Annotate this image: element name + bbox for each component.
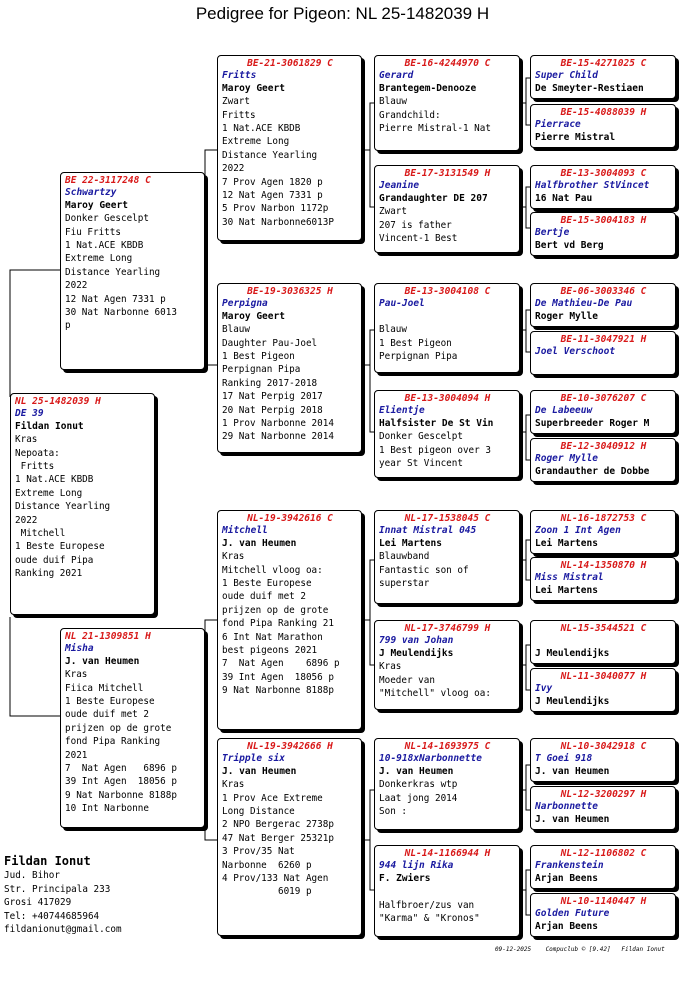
ring-number: BE-16-4244970 C — [404, 58, 491, 69]
breeder: J. van Heumen — [222, 537, 297, 549]
great-grandparent-card — [374, 55, 520, 151]
breeder: Arjan Beens — [535, 920, 598, 932]
gg-grandparent-card — [530, 668, 676, 712]
breeder: Pierre Mistral — [535, 131, 616, 143]
breeder: J Meulendijks — [535, 695, 610, 707]
pigeon-name: Halfbrother StVincet — [535, 180, 650, 191]
breeder: Maroy Geert — [222, 310, 285, 322]
pigeon-info: Zwart Fritts 1 Nat.ACE KBDB Extreme Long Distance Yearling 2022 7 Prov Agen 1820 p 12 Nat Agen 7331 p 5 Prov Narbon 1172p 30 Nat Narbonne6013P — [222, 96, 334, 228]
ring-number: BE-10-3076207 C — [560, 393, 647, 404]
pigeon-name: De Mathieu-De Pau — [535, 298, 633, 309]
great-grandparent-card — [374, 510, 520, 604]
pigeon-info: Kras Fiica Mitchell 1 Beste Europese oude duif met 2 prijzen op de grote fond Pipa Ranking 2021 7 Nat Agen 6896 p 39 Int Agen 18056 p 9 Nat Narbonne 8188p 10 Int Narbonne — [65, 669, 177, 815]
great-grandparent-card — [374, 165, 520, 253]
breeder: De Smeyter-Restiaen — [535, 82, 644, 94]
ring-number: BE-13-3004094 H — [404, 393, 491, 404]
breeder: Roger Mylle — [535, 310, 598, 322]
ring-number: BE-15-4088039 H — [560, 107, 647, 118]
ring-number: NL-17-3746799 H — [404, 623, 491, 634]
pigeon-name: Super Child — [535, 70, 598, 81]
ring-number: NL-14-1350870 H — [560, 560, 647, 571]
pigeon-info: Zwart 207 is father Vincent-1 Best — [379, 206, 458, 244]
ring-number: BE 22-3117248 C — [65, 175, 151, 186]
pigeon-info: Kras Mitchell vloog oa: 1 Beste Europese oude duif met 2 prijzen op de grote fond Pipa Ranking 21 6 Int Nat Marathon best pigeons 2021 7 Nat Agen 6896 p 39 Int Agen 18056 p 9 Nat Narbonne 8188p — [222, 551, 340, 697]
great-grandparent-card — [374, 620, 520, 710]
breeder: J. van Heumen — [65, 655, 140, 667]
pigeon-name: 944 lijn Rika — [379, 860, 454, 871]
gg-grandparent-card — [530, 786, 676, 830]
granddam-paternal-card — [217, 283, 362, 453]
pigeon-name: Joel Verschoot — [535, 346, 616, 357]
pigeon-info: Blauw 1 Best Pigeon Perpignan Pipa — [379, 324, 458, 362]
pigeon-info: Blauw Daughter Pau-Joel 1 Best Pigeon Perpignan Pipa Ranking 2017-2018 17 Nat Perpig 2017 20 Nat Perpig 2018 1 Prov Narbonne 2014 29 Nat Narbonne 2014 — [222, 324, 334, 443]
footer-credits: 09-12-2025 Compuclub © [9.42] Fildan Ionut — [495, 946, 665, 953]
gg-grandparent-card — [530, 510, 676, 554]
pigeon-name: Jeanine — [379, 180, 420, 191]
pigeon-name: Tripple six — [222, 753, 285, 764]
breeder: 16 Nat Pau — [535, 192, 593, 204]
breeder — [379, 311, 516, 324]
gg-grandparent-card — [530, 104, 676, 148]
ring-number: NL-10-1140447 H — [560, 896, 647, 907]
sire-card — [60, 172, 205, 370]
ring-number: NL-11-3040077 H — [560, 671, 647, 682]
breeder: Grandaughter DE 207 — [379, 192, 488, 204]
pigeon-name: Narbonnette — [535, 801, 598, 812]
gg-grandparent-card — [530, 283, 676, 327]
pigeon-info: Blauw Grandchild: Pierre Mistral-1 Nat — [379, 96, 491, 134]
ring-number: BE-19-3036325 H — [247, 286, 333, 297]
subject-pigeon-card — [10, 393, 155, 615]
pigeon-name: Perpigna — [222, 298, 268, 309]
pigeon-name: Schwartzy — [65, 187, 117, 198]
pigeon-name: Elientje — [379, 405, 425, 416]
breeder: J. van Heumen — [379, 765, 454, 777]
pigeon-name: 10-918xNarbonnette — [379, 753, 482, 764]
pigeon-name: Golden Future — [535, 908, 610, 919]
breeder: J. van Heumen — [535, 813, 610, 825]
gg-grandparent-card — [530, 620, 676, 664]
ring-number: BE-17-3131549 H — [404, 168, 491, 179]
owner-county: Jud. Bihor — [4, 870, 60, 881]
ring-number: NL-12-1106802 C — [560, 848, 647, 859]
owner-street: Str. Principala 233 — [4, 883, 111, 895]
ring-number: BE-15-3004183 H — [560, 215, 647, 226]
pigeon-name: Misha — [65, 643, 94, 654]
pigeon-name: Zoon 1 Int Agen — [535, 525, 621, 536]
granddam-maternal-card — [217, 738, 362, 936]
gg-grandparent-card — [530, 438, 676, 482]
breeder: Lei Martens — [535, 537, 598, 549]
ring-number: NL-15-3544521 C — [560, 623, 647, 634]
breeder: Superbreeder Roger M — [535, 417, 650, 429]
breeder: Grandauther de Dobbe — [535, 465, 650, 477]
breeder: Brantegem-Denooze — [379, 82, 477, 94]
pigeon-info: Donker Gescelpt 1 Best pigeon over 3 year St Vincent — [379, 431, 491, 469]
gg-grandparent-card — [530, 845, 676, 889]
ring-number: BE-13-3004093 C — [560, 168, 647, 179]
breeder: J. van Heumen — [222, 765, 297, 777]
ring-number: NL 25-1482039 H — [15, 396, 101, 407]
pigeon-info: Halfbroer/zus van "Karma" & "Kronos" — [379, 899, 480, 924]
owner-email: fildanionut@gmail.com — [4, 924, 122, 935]
pigeon-name: 799 van Johan — [379, 635, 454, 646]
gg-grandparent-card — [530, 55, 676, 99]
breeder: J Meulendijks — [535, 647, 610, 659]
gg-grandparent-card — [530, 738, 676, 782]
gg-grandparent-card — [530, 557, 676, 601]
great-grandparent-card — [374, 845, 520, 937]
ring-number: NL-12-3200297 H — [560, 789, 647, 800]
pigeon-name: DE 39 — [15, 408, 44, 419]
ring-number: BE-15-4271025 C — [560, 58, 647, 69]
pigeon-name: Miss Mistral — [535, 572, 604, 583]
breeder: Maroy Geert — [222, 82, 285, 94]
pigeon-name: Pau-Joel — [379, 298, 425, 309]
pigeon-name: Bertje — [535, 227, 570, 238]
pigeon-name: Gerard — [379, 70, 414, 81]
pigeon-info: Donkerkras wtp Laat jong 2014 Son : — [379, 779, 458, 817]
breeder: J. van Heumen — [535, 765, 610, 777]
breeder: Maroy Geert — [65, 199, 128, 211]
breeder: Halfsister De St Vin — [379, 417, 494, 429]
breeder: F. Zwiers — [379, 872, 431, 884]
ring-number: NL-19-3942616 C — [247, 513, 333, 524]
pigeon-info: Kras 1 Prov Ace Extreme Long Distance 2 NPO Bergerac 2738p 47 Nat Berger 25321p 3 Prov/35 Nat Narbonne 6260 p 4 Prov/133 Nat Agen 6019 p — [222, 779, 334, 898]
great-grandparent-card — [374, 283, 520, 373]
owner-city: Grosi 417029 — [4, 897, 72, 908]
ring-number: NL-17-1538045 C — [404, 513, 491, 524]
gg-grandparent-card — [530, 893, 676, 937]
ring-number: NL 21-1309851 H — [65, 631, 151, 642]
grandsire-paternal-card — [217, 55, 362, 241]
breeder: J Meulendijks — [379, 647, 454, 659]
breeder: Arjan Beens — [535, 872, 598, 884]
gg-grandparent-card — [530, 331, 676, 375]
breeder: Fildan Ionut — [15, 420, 84, 432]
ring-number: NL-10-3042918 C — [560, 741, 647, 752]
pigeon-info: Blauwband Fantastic son of superstar — [379, 551, 469, 589]
pigeon-name — [535, 635, 672, 648]
ring-number: NL-14-1166944 H — [404, 848, 491, 859]
gg-grandparent-card — [530, 165, 676, 209]
pigeon-name: De Labeeuw — [535, 405, 593, 416]
great-grandparent-card — [374, 390, 520, 478]
ring-number: NL-19-3942666 H — [247, 741, 333, 752]
gg-grandparent-card — [530, 390, 676, 434]
great-grandparent-card — [374, 738, 520, 830]
dam-card — [60, 628, 205, 828]
owner-info — [4, 853, 122, 937]
grandsire-maternal-card — [217, 510, 362, 730]
ring-number: BE-13-3004108 C — [404, 286, 491, 297]
ring-number: BE-11-3047921 H — [560, 334, 647, 345]
pigeon-info: Kras Nepoata: Fritts 1 Nat.ACE KBDB Extreme Long Distance Yearling 2022 Mitchell 1 Beste Europese oude duif Pipa Ranking 2021 — [15, 434, 111, 580]
pigeon-name: Frankenstein — [535, 860, 604, 871]
pigeon-name: Roger Mylle — [535, 453, 598, 464]
gg-grandparent-card — [530, 212, 676, 256]
pigeon-name: Innat Mistral 045 — [379, 525, 477, 536]
breeder: Lei Martens — [535, 584, 598, 596]
pigeon-name: Mitchell — [222, 525, 268, 536]
owner-phone: Tel: +40744685964 — [4, 910, 100, 922]
ring-number: BE-06-3003346 C — [560, 286, 647, 297]
owner-name: Fildan Ionut — [4, 854, 91, 868]
pigeon-name: Pierrace — [535, 119, 581, 130]
ring-number: BE-12-3040912 H — [560, 441, 647, 452]
breeder: Lei Martens — [379, 537, 442, 549]
pigeon-name: Fritts — [222, 70, 257, 81]
breeder: Bert vd Berg — [535, 239, 604, 251]
pigeon-info: Donker Gescelpt Fiu Fritts 1 Nat.ACE KBDB Extreme Long Distance Yearling 2022 12 Nat Agen 7331 p 30 Nat Narbonne 6013 p — [65, 213, 177, 332]
ring-number: NL-14-1693975 C — [404, 741, 491, 752]
page-title: Pedigree for Pigeon: NL 25-1482039 H — [195, 4, 490, 23]
ring-number: BE-21-3061829 C — [247, 58, 333, 69]
pigeon-name: Ivy — [535, 683, 553, 694]
ring-number: NL-16-1872753 C — [560, 513, 647, 524]
pigeon-info: Kras Moeder van "Mitchell" vloog oa: — [379, 661, 491, 699]
pigeon-name: T Goei 918 — [535, 753, 593, 764]
